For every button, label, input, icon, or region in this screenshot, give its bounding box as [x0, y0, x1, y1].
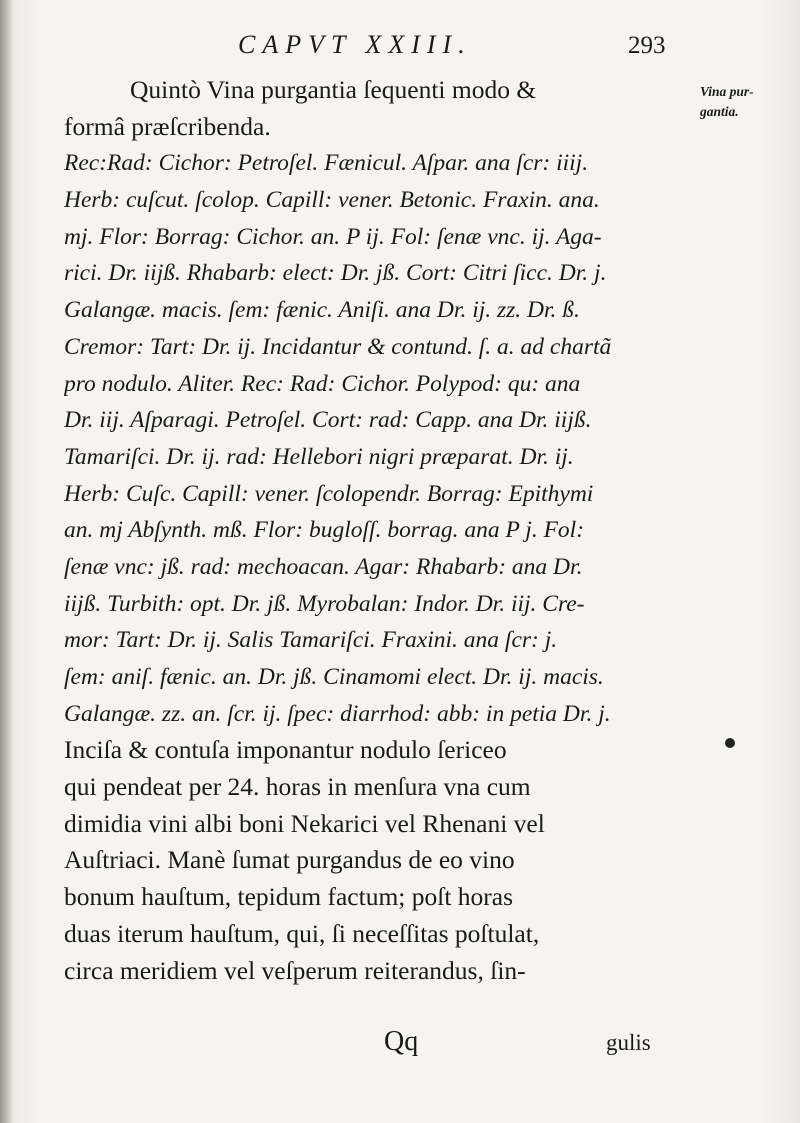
text-line: bonum hauſtum, tepidum factum; poſt horas — [64, 882, 514, 912]
text-line: Cremor: Tart: Dr. ij. Incidantur & contund. ſ. a. ad chartã — [64, 333, 612, 360]
text-line: mj. Flor: Borrag: Cichor. an. P ij. Fol: ſenæ vnc. ij. Aga- — [64, 223, 602, 250]
text-line: dimidia vini albi boni Nekarici vel Rhenani vel — [64, 808, 545, 838]
text-line: ſenæ vnc: jß. rad: mechoacan. Agar: Rhabarb: ana Dr. — [64, 553, 583, 580]
text-line: Herb: cuſcut. ſcolop. Capill: vener. Betonic. Fraxin. ana. — [64, 187, 600, 214]
page-header — [0, 30, 800, 70]
marginal-note-line: Vina pur- — [700, 84, 754, 99]
text-line: qui pendeat per 24. horas in menſura vna cum — [64, 772, 531, 802]
text-line: iijß. Turbith: opt. Dr. jß. Myrobalan: Indor. Dr. iij. Cre- — [64, 590, 585, 617]
text-line: formâ præſcribenda. — [64, 111, 271, 141]
body-text — [64, 72, 692, 989]
marginal-note-line: gantia. — [700, 104, 739, 119]
binding-shadow — [0, 0, 14, 1123]
marginal-note — [700, 82, 796, 122]
text-line: Quintò Vina purgantia ſequenti modo & — [130, 75, 537, 104]
text-line: an. mj Abſynth. mß. Flor: bugloſſ. borrag. ana P j. Fol: — [64, 517, 585, 544]
text-line: Tamariſci. Dr. ij. rad: Hellebori nigri præparat. Dr. ij. — [64, 443, 574, 470]
text-line: duas iterum hauſtum, qui, ſi neceſſitas poſtulat, — [64, 918, 540, 948]
text-line: rici. Dr. iijß. Rhabarb: elect: Dr. jß. Cort: Citri ſicc. Dr. j. — [64, 260, 607, 287]
text-line: ſem: aniſ. fænic. an. Dr. jß. Cinamomi elect. Dr. ij. macis. — [64, 664, 604, 690]
text-line: Auſtriaci. Manè ſumat purgandus de eo vino — [64, 845, 515, 875]
text-line: pro nodulo. Aliter. Rec: Rad: Cichor. Polypod: qu: ana — [64, 370, 581, 397]
text-line: Galangæ. macis. ſem: fænic. Aniſi. ana Dr. ij. zz. Dr. ß. — [64, 297, 580, 324]
text-line: Galangæ. zz. an. ſcr. ij. ſpec: diarrhod: abb: in petia Dr. j. — [64, 700, 611, 727]
text-line: Herb: Cuſc. Capill: vener. ſcolopendr. Borrag: Epithymi — [64, 480, 594, 507]
text-line: Rec:Rad: Cichor: Petroſel. Fænicul. Aſpar. ana ſcr: iiij. — [64, 150, 589, 177]
text-line: Inciſa & contuſa imponantur nodulo ſericeo — [64, 735, 507, 765]
text-line: mor: Tart: Dr. ij. Salis Tamariſci. Fraxini. ana ſcr: j. — [64, 627, 558, 654]
page-number: 293 — [628, 32, 666, 59]
ink-spot — [725, 738, 735, 748]
running-title: CAPVT XXIII. — [238, 30, 472, 59]
text-line: circa meridiem vel veſperum reiterandus, ſin- — [64, 955, 526, 985]
catchword: gulis — [606, 1030, 651, 1055]
text-line: Dr. iij. Aſparagi. Petroſel. Cort: rad: Capp. ana Dr. iijß. — [64, 407, 592, 434]
signature-mark: Qq — [384, 1026, 419, 1057]
